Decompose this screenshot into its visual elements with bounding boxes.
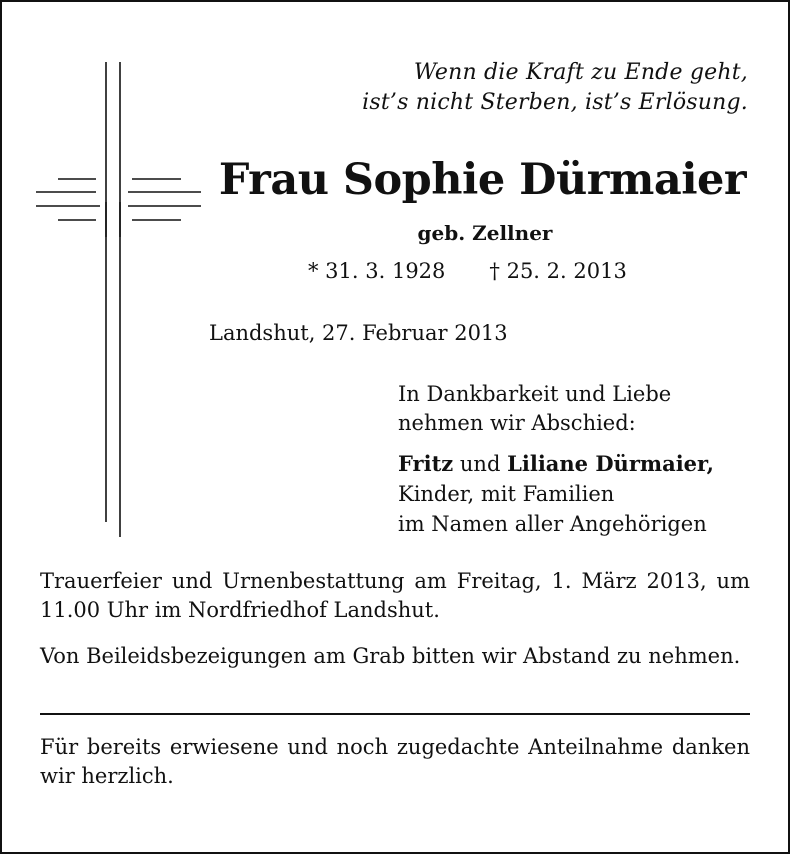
thanks-notice: Für bereits erwiesene und noch zugedachte Anteilnahme danken wir herzlich. bbox=[40, 735, 750, 788]
funeral-notice: Trauerfeier und Urnenbestattung am Freitag, 1. März 2013, um 11.00 Uhr im Nordfriedhof Landshut. bbox=[40, 569, 750, 622]
mourner-connector: und bbox=[459, 452, 501, 476]
mourner-name-1: Fritz bbox=[398, 451, 454, 476]
motto-line-2: ist’s nicht Sterben, ist’s Erlösung. bbox=[362, 90, 748, 115]
deceased-name: Frau Sophie Dürmaier bbox=[218, 155, 747, 205]
mourner-names bbox=[398, 449, 714, 479]
motto-line-1: Wenn die Kraft zu Ende geht, bbox=[413, 60, 748, 85]
motto bbox=[300, 58, 748, 118]
farewell-line-1: In Dankbarkeit und Liebe bbox=[398, 382, 672, 406]
place-date: Landshut, 27. Februar 2013 bbox=[209, 321, 508, 345]
mourner-line-3: im Namen aller Angehörigen bbox=[398, 512, 707, 536]
farewell-text bbox=[398, 380, 671, 438]
life-dates bbox=[308, 256, 627, 286]
mourner-name-2: Liliane Dürmaier, bbox=[507, 451, 714, 476]
death-date: † 25. 2. 2013 bbox=[489, 259, 627, 283]
birth-date: * 31. 3. 1928 bbox=[308, 259, 446, 283]
mourner-line-2: Kinder, mit Familien bbox=[398, 482, 615, 506]
condolence-notice: Von Beileidsbezeigungen am Grab bitten wir Abstand zu nehmen. bbox=[40, 644, 741, 668]
mourners bbox=[398, 449, 714, 539]
divider bbox=[40, 713, 750, 715]
farewell-line-2: nehmen wir Abschied: bbox=[398, 411, 636, 435]
maiden-name: geb. Zellner bbox=[417, 221, 553, 245]
cross-icon bbox=[36, 62, 206, 537]
